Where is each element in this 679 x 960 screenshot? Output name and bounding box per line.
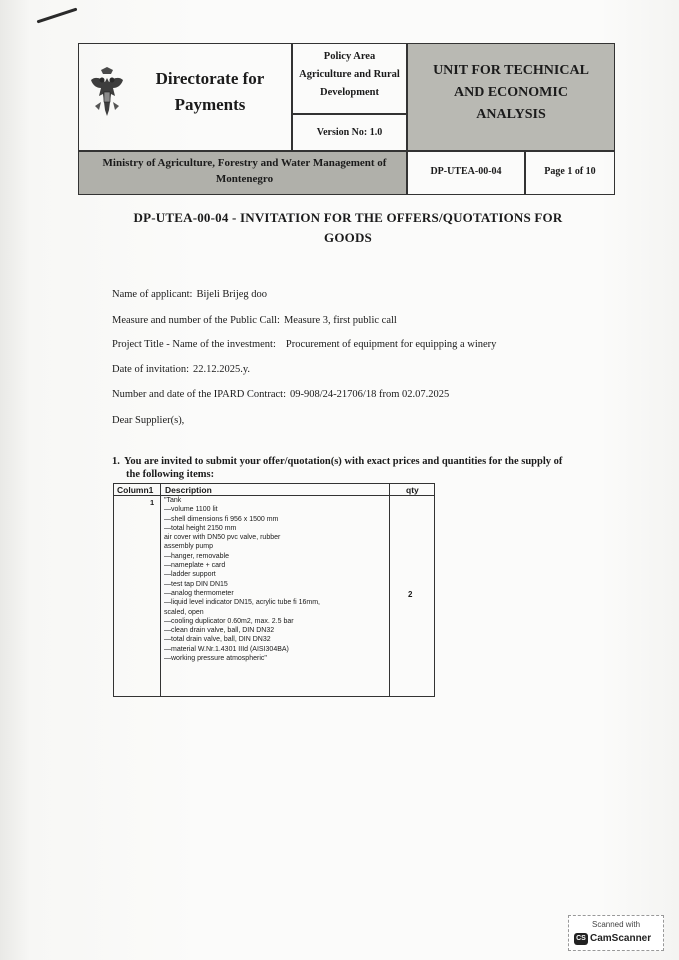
document-title: DP-UTEA-00-04 - INVITATION FOR THE OFFERS/QUOTATIONS FOR GOODS [133, 210, 563, 245]
project-line: Project Title - Name of the investment: Procurement of equipment for equipping a winery [112, 339, 497, 350]
doc-code-cell [407, 151, 525, 194]
scanned-with-text: Scanned with [591, 920, 641, 929]
version-text: Version No: 1.0 [316, 127, 383, 138]
montenegro-coat-of-arms-icon [87, 66, 127, 120]
column1-header: Column1 [117, 485, 154, 495]
directorate-cell [79, 44, 292, 151]
camscanner-logo-icon: CS [574, 933, 588, 945]
contract-line: Number and date of the IPARD Contract: 09-908/24-21706/18 from 02.07.2025 [112, 389, 450, 400]
applicant-line: Name of applicant: Bijeli Brijeg doo [112, 289, 268, 300]
salutation: Dear Supplier(s), [112, 415, 185, 426]
invitation-paragraph: 1. You are invited to submit your offer/quotation(s) with exact prices and quantities for the supply of the following items: [112, 456, 563, 480]
items-table [113, 483, 435, 697]
qty-header: qty [406, 485, 419, 495]
measure-line: Measure and number of the Public Call: Measure 3, first public call [112, 315, 397, 326]
camscanner-brand: CamScanner [590, 933, 652, 944]
document-header [78, 43, 615, 195]
directorate-title: Directorate for Payments [155, 69, 265, 114]
doc-code: DP-UTEA-00-04 [430, 166, 502, 177]
table-divider [160, 484, 161, 696]
date-line: Date of invitation: 22.12.2025.y. [112, 364, 251, 375]
unit-cell [407, 44, 614, 151]
version-cell [292, 114, 407, 151]
item-description: "Tank —volume 1100 lit —shell dimensions fi 956 x 1500 mm —total height 2150 mm air cover with DN50 pvc valve, rubber assembly pump —hanger, removable —nameplate + card —ladder support —test tap DIN DN15 —analog thermometer —liquid level indicator DN15, acrylic tube fi 16mm, scaled, open —cooling duplicator 0.60m2, max. 2.5 bar —clean drain valve, ball, DIN DN32 —total drain valve, ball, DIN DN32 —material W.Nr.1.4301 IIId (AISI304BA) —working pressure atmospheric" [164, 497, 321, 663]
policy-area-cell [292, 44, 407, 114]
page-number-cell [525, 151, 614, 194]
page-number: Page 1 of 10 [544, 166, 596, 177]
description-header: Description [165, 485, 212, 495]
unit-title: UNIT FOR TECHNICAL AND ECONOMIC ANALYSIS [433, 63, 589, 122]
item-qty: 2 [408, 590, 413, 599]
row-number: 1 [150, 498, 155, 507]
table-divider [389, 484, 390, 696]
policy-area-text: Policy Area Agriculture and Rural Development [299, 51, 400, 98]
ministry-cell [79, 151, 407, 194]
ministry-text: Ministry of Agriculture, Forestry and Water Management of Montenegro [102, 157, 387, 185]
camscanner-badge [568, 915, 664, 951]
